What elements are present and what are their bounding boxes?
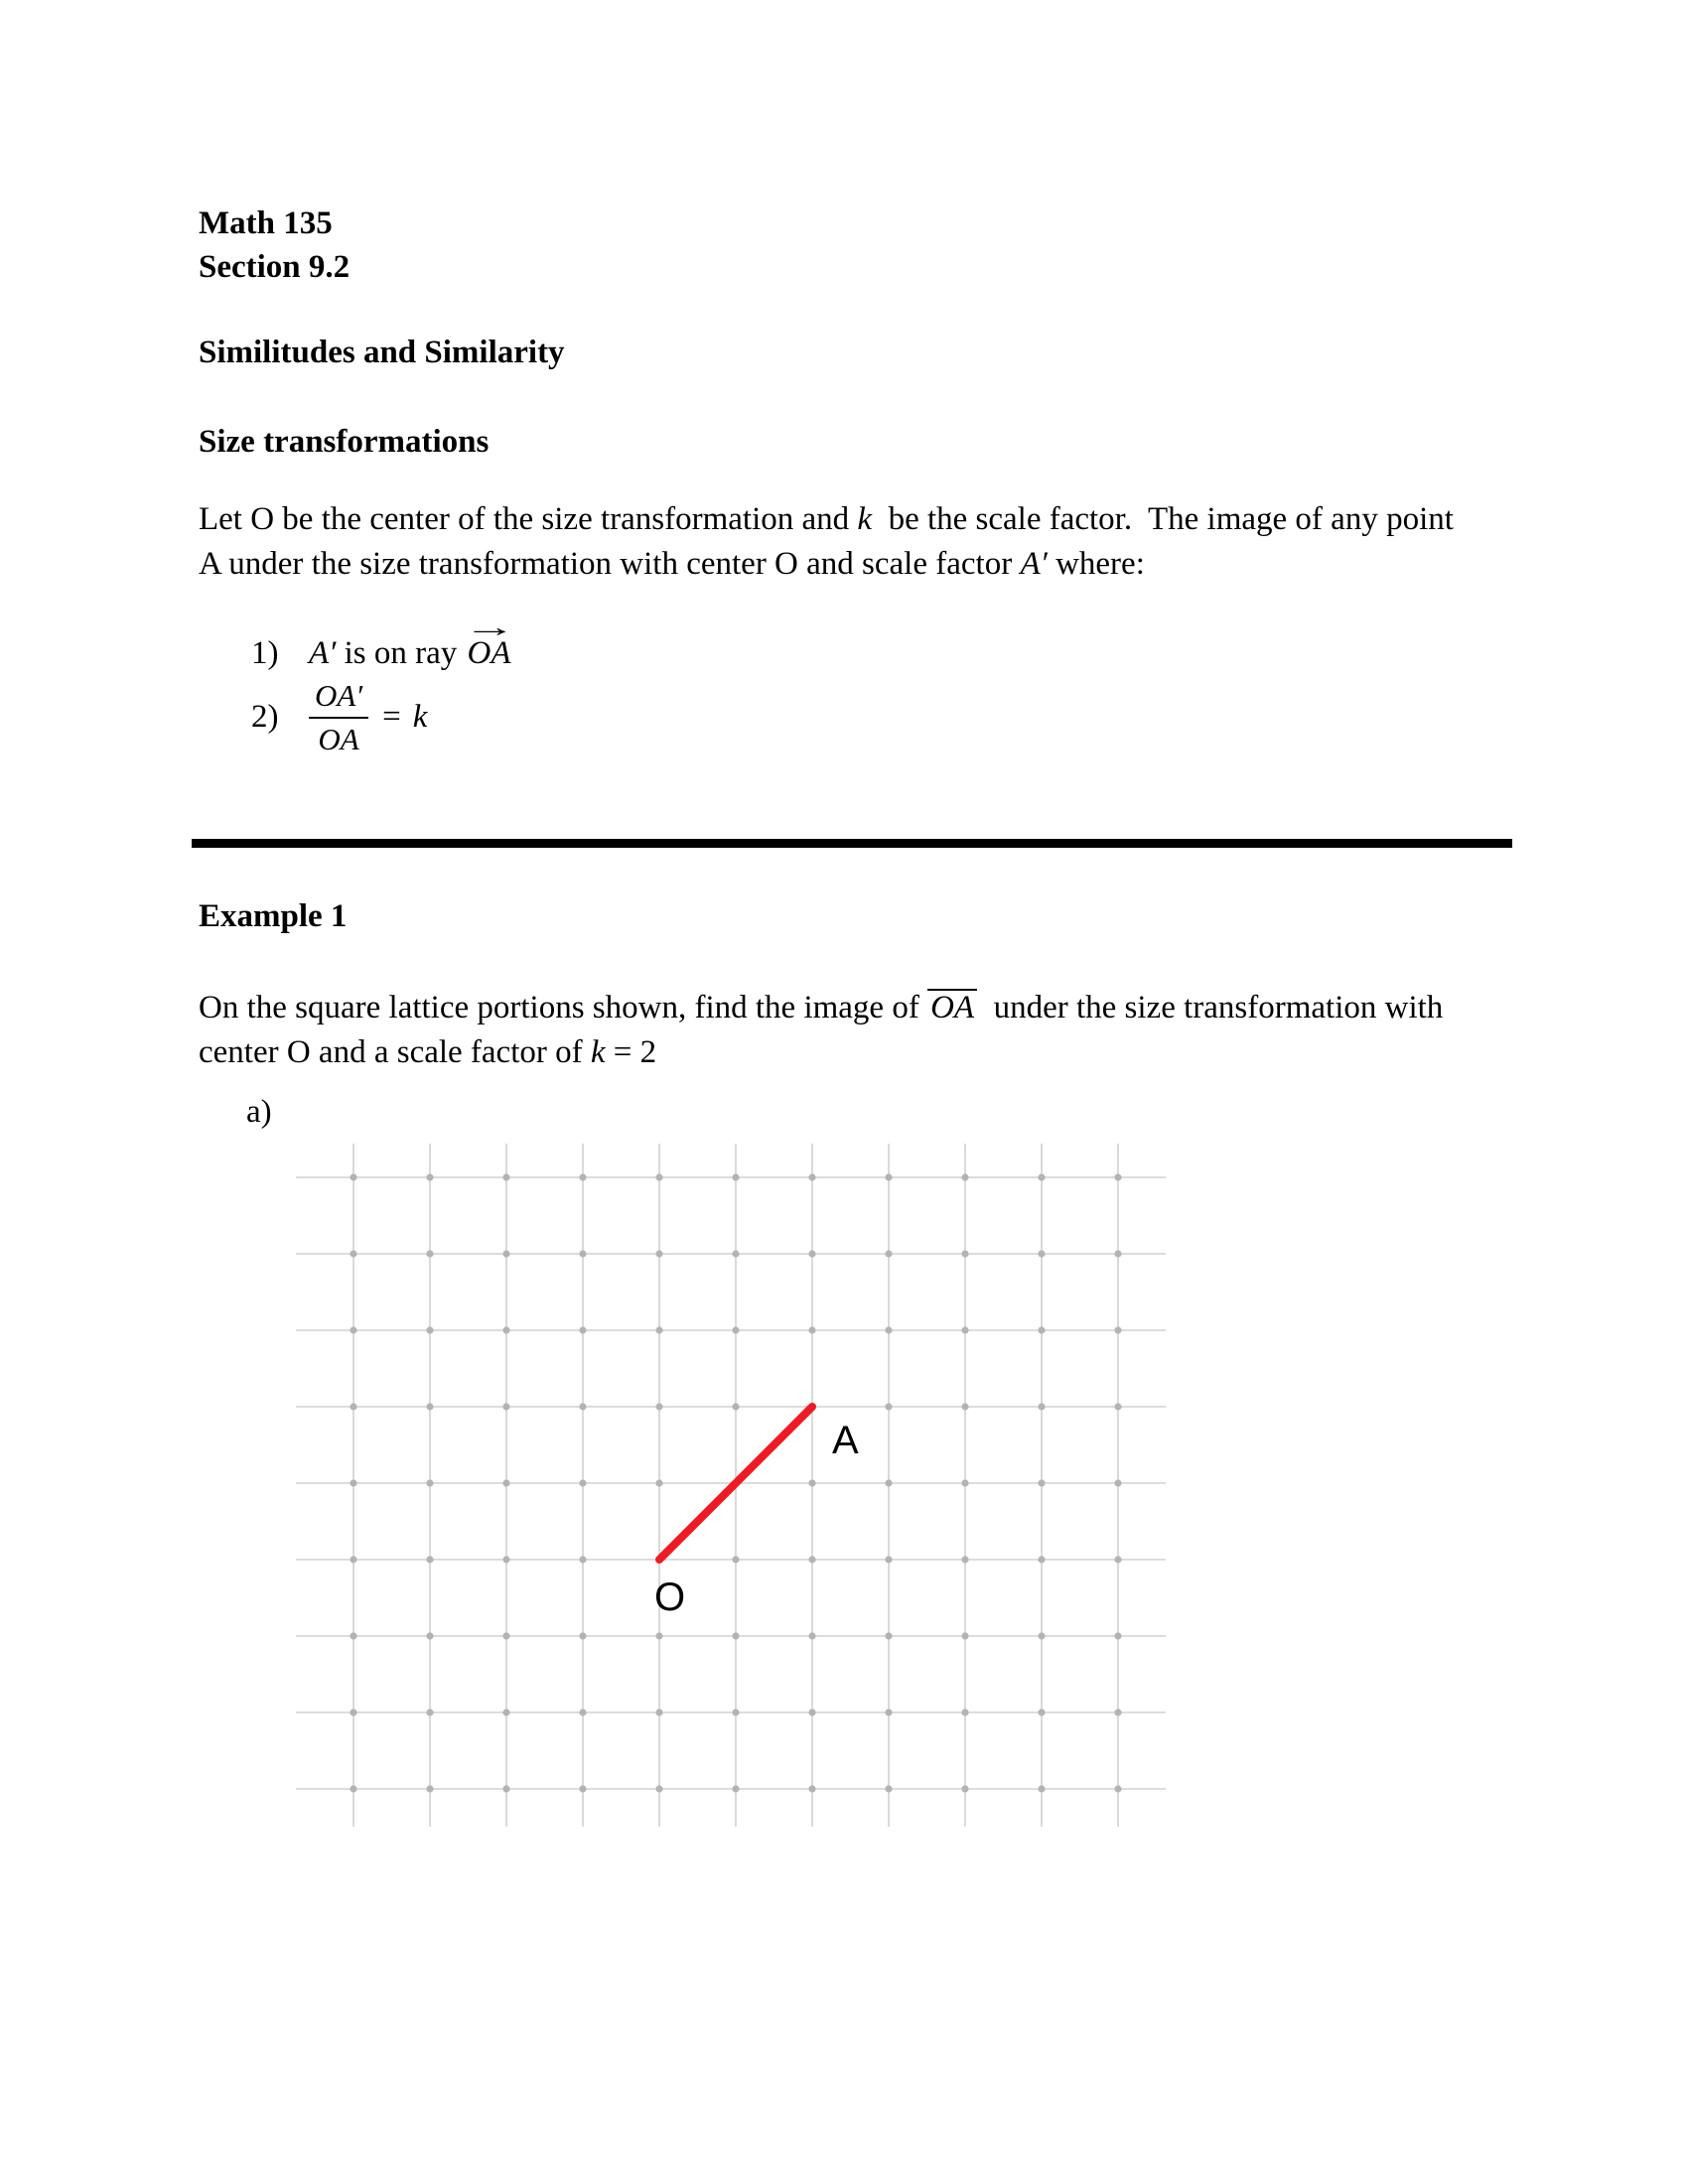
lattice-dot — [885, 1250, 892, 1257]
lattice-dot — [1038, 1250, 1045, 1257]
lattice-dot — [502, 1250, 509, 1257]
lattice-dot — [350, 1250, 356, 1257]
text-run: OA — [927, 989, 977, 1024]
lattice-dot — [350, 1785, 356, 1792]
text-run: is on ray — [336, 635, 466, 671]
lattice-dot — [502, 1556, 509, 1563]
lattice-dot — [808, 1250, 815, 1257]
text-run: where: — [1047, 546, 1145, 582]
lattice-dot — [961, 1479, 968, 1486]
ray-text: OA — [467, 635, 511, 671]
lattice-dot — [579, 1556, 586, 1563]
lattice-dot — [808, 1479, 815, 1486]
lattice-dot — [885, 1173, 892, 1180]
lattice-dot — [655, 1632, 662, 1639]
lattice-dot — [655, 1250, 662, 1257]
lattice-dot — [808, 1326, 815, 1333]
lattice-dot — [1114, 1479, 1121, 1486]
lattice-dot — [655, 1173, 662, 1180]
lattice-dot — [426, 1173, 433, 1180]
lattice-dot — [350, 1403, 356, 1410]
lattice-dot — [579, 1708, 586, 1715]
text-run: k — [590, 1034, 606, 1070]
lattice-dot — [502, 1708, 509, 1715]
lattice-dot — [808, 1632, 815, 1639]
lattice-dot — [426, 1479, 433, 1486]
panel-label: a) — [246, 1094, 272, 1130]
lattice-dot — [961, 1250, 968, 1257]
text-run: A under the size transformation with center O and scale factor — [199, 546, 1021, 582]
lattice-dot — [1038, 1556, 1045, 1563]
lattice-dot — [350, 1708, 356, 1715]
lattice-dot — [1038, 1632, 1045, 1639]
list-item-2 — [251, 678, 427, 756]
lattice-dot — [655, 1785, 662, 1792]
lattice-dot — [732, 1173, 739, 1180]
lattice-dot — [961, 1326, 968, 1333]
lattice-dot — [502, 1403, 509, 1410]
lattice-dot — [808, 1173, 815, 1180]
doc-subtitle: Size transformations — [199, 424, 490, 460]
point-label-A: A — [832, 1419, 859, 1462]
lattice-dot — [350, 1326, 356, 1333]
lattice-dot — [350, 1632, 356, 1639]
intro-paragraph — [199, 497, 1549, 587]
list-item-1 — [251, 612, 516, 676]
lattice-dot — [1114, 1403, 1121, 1410]
divider-rule — [192, 839, 1512, 848]
lattice-dot — [502, 1632, 509, 1639]
text-run — [462, 612, 516, 676]
lattice-dot — [579, 1326, 586, 1333]
lattice-dot — [1114, 1250, 1121, 1257]
text-run: be the scale factor. The image of any point — [872, 501, 1454, 537]
lattice-dot — [579, 1250, 586, 1257]
lattice-dot — [350, 1556, 356, 1563]
lattice-dot — [1114, 1785, 1121, 1792]
text-run: = 2 — [605, 1034, 657, 1070]
lattice-dot — [1038, 1403, 1045, 1410]
lattice-dot — [426, 1403, 433, 1410]
lattice-dot — [579, 1173, 586, 1180]
list-item-1-number: 1) — [251, 635, 279, 671]
point-label-O: O — [654, 1575, 686, 1619]
lattice-dot — [885, 1708, 892, 1715]
text-run: On the square lattice portions shown, find the image of — [199, 990, 928, 1025]
lattice-dot — [655, 1479, 662, 1486]
lattice-dot — [655, 1403, 662, 1410]
lattice-dot — [350, 1173, 356, 1180]
lattice-dot — [502, 1785, 509, 1792]
lattice-dot — [1114, 1708, 1121, 1715]
lattice-dot — [426, 1250, 433, 1257]
lattice-dot — [732, 1403, 739, 1410]
segment-OA — [659, 1407, 812, 1560]
lattice-dot — [961, 1708, 968, 1715]
lattice-dot — [732, 1785, 739, 1792]
fraction-denominator: OA — [318, 721, 359, 756]
lattice-dot — [961, 1403, 968, 1410]
lattice-dot — [885, 1785, 892, 1792]
lattice-dot — [655, 1326, 662, 1333]
lattice-dot — [1038, 1173, 1045, 1180]
lattice-dot — [502, 1173, 509, 1180]
lattice-dot — [426, 1632, 433, 1639]
lattice-dot — [885, 1403, 892, 1410]
lattice-dot — [1114, 1632, 1121, 1639]
lattice-dot — [808, 1708, 815, 1715]
lattice-dot — [1114, 1556, 1121, 1563]
lattice-dot — [885, 1556, 892, 1563]
lattice-dot — [350, 1479, 356, 1486]
text-run: A′ — [1020, 546, 1048, 582]
lattice-dot — [1114, 1173, 1121, 1180]
header-block — [199, 202, 350, 289]
lattice-dot — [808, 1556, 815, 1563]
equals-sign: = — [382, 699, 401, 736]
lattice-dot — [579, 1479, 586, 1486]
list-item-1-text — [309, 612, 516, 676]
lattice-dot — [732, 1556, 739, 1563]
lattice-dot — [732, 1250, 739, 1257]
lattice-dot — [655, 1708, 662, 1715]
lattice-dot — [885, 1326, 892, 1333]
scale-factor-variable: k — [412, 699, 428, 736]
lattice-dot — [732, 1632, 739, 1639]
lattice-dot — [1038, 1708, 1045, 1715]
lattice-dot — [579, 1403, 586, 1410]
lattice-dot — [1114, 1326, 1121, 1333]
course-title: Math 135 — [199, 205, 333, 241]
example-paragraph — [199, 986, 1569, 1075]
lattice-dot — [1038, 1326, 1045, 1333]
text-run: A′ — [309, 635, 337, 671]
section-title: Section 9.2 — [199, 249, 351, 285]
lattice-dot — [885, 1632, 892, 1639]
lattice-dot — [961, 1556, 968, 1563]
lattice-dot — [885, 1479, 892, 1486]
lattice-dot — [961, 1785, 968, 1792]
lattice-dot — [1038, 1785, 1045, 1792]
text-run: center O and a scale factor of — [199, 1034, 591, 1070]
lattice-dot — [732, 1479, 739, 1486]
lattice-dot — [579, 1785, 586, 1792]
lattice-dot — [808, 1403, 815, 1410]
doc-title: Similitudes and Similarity — [199, 335, 565, 370]
text-run: Let O be the center of the size transformation and — [199, 501, 858, 537]
example-heading: Example 1 — [199, 898, 348, 934]
lattice-dot — [426, 1708, 433, 1715]
text-run: k — [857, 501, 873, 537]
lattice-dot — [502, 1326, 509, 1333]
lattice-dot — [579, 1632, 586, 1639]
lattice-dot — [961, 1632, 968, 1639]
lattice-dot — [426, 1785, 433, 1792]
text-run: under the size transformation with — [977, 990, 1444, 1025]
lattice-dot — [961, 1173, 968, 1180]
lattice-dot — [808, 1785, 815, 1792]
lattice-dot — [732, 1326, 739, 1333]
lattice-dot — [655, 1556, 662, 1563]
lattice-dot — [732, 1708, 739, 1715]
lattice-dot — [502, 1479, 509, 1486]
lattice-dot — [426, 1556, 433, 1563]
lattice-dot — [426, 1326, 433, 1333]
fraction — [309, 678, 368, 756]
lattice-dot — [1038, 1479, 1045, 1486]
ray-arrow-icon: → — [462, 612, 516, 643]
list-item-2-number: 2) — [251, 699, 279, 736]
fraction-numerator: OA′ — [309, 678, 368, 719]
